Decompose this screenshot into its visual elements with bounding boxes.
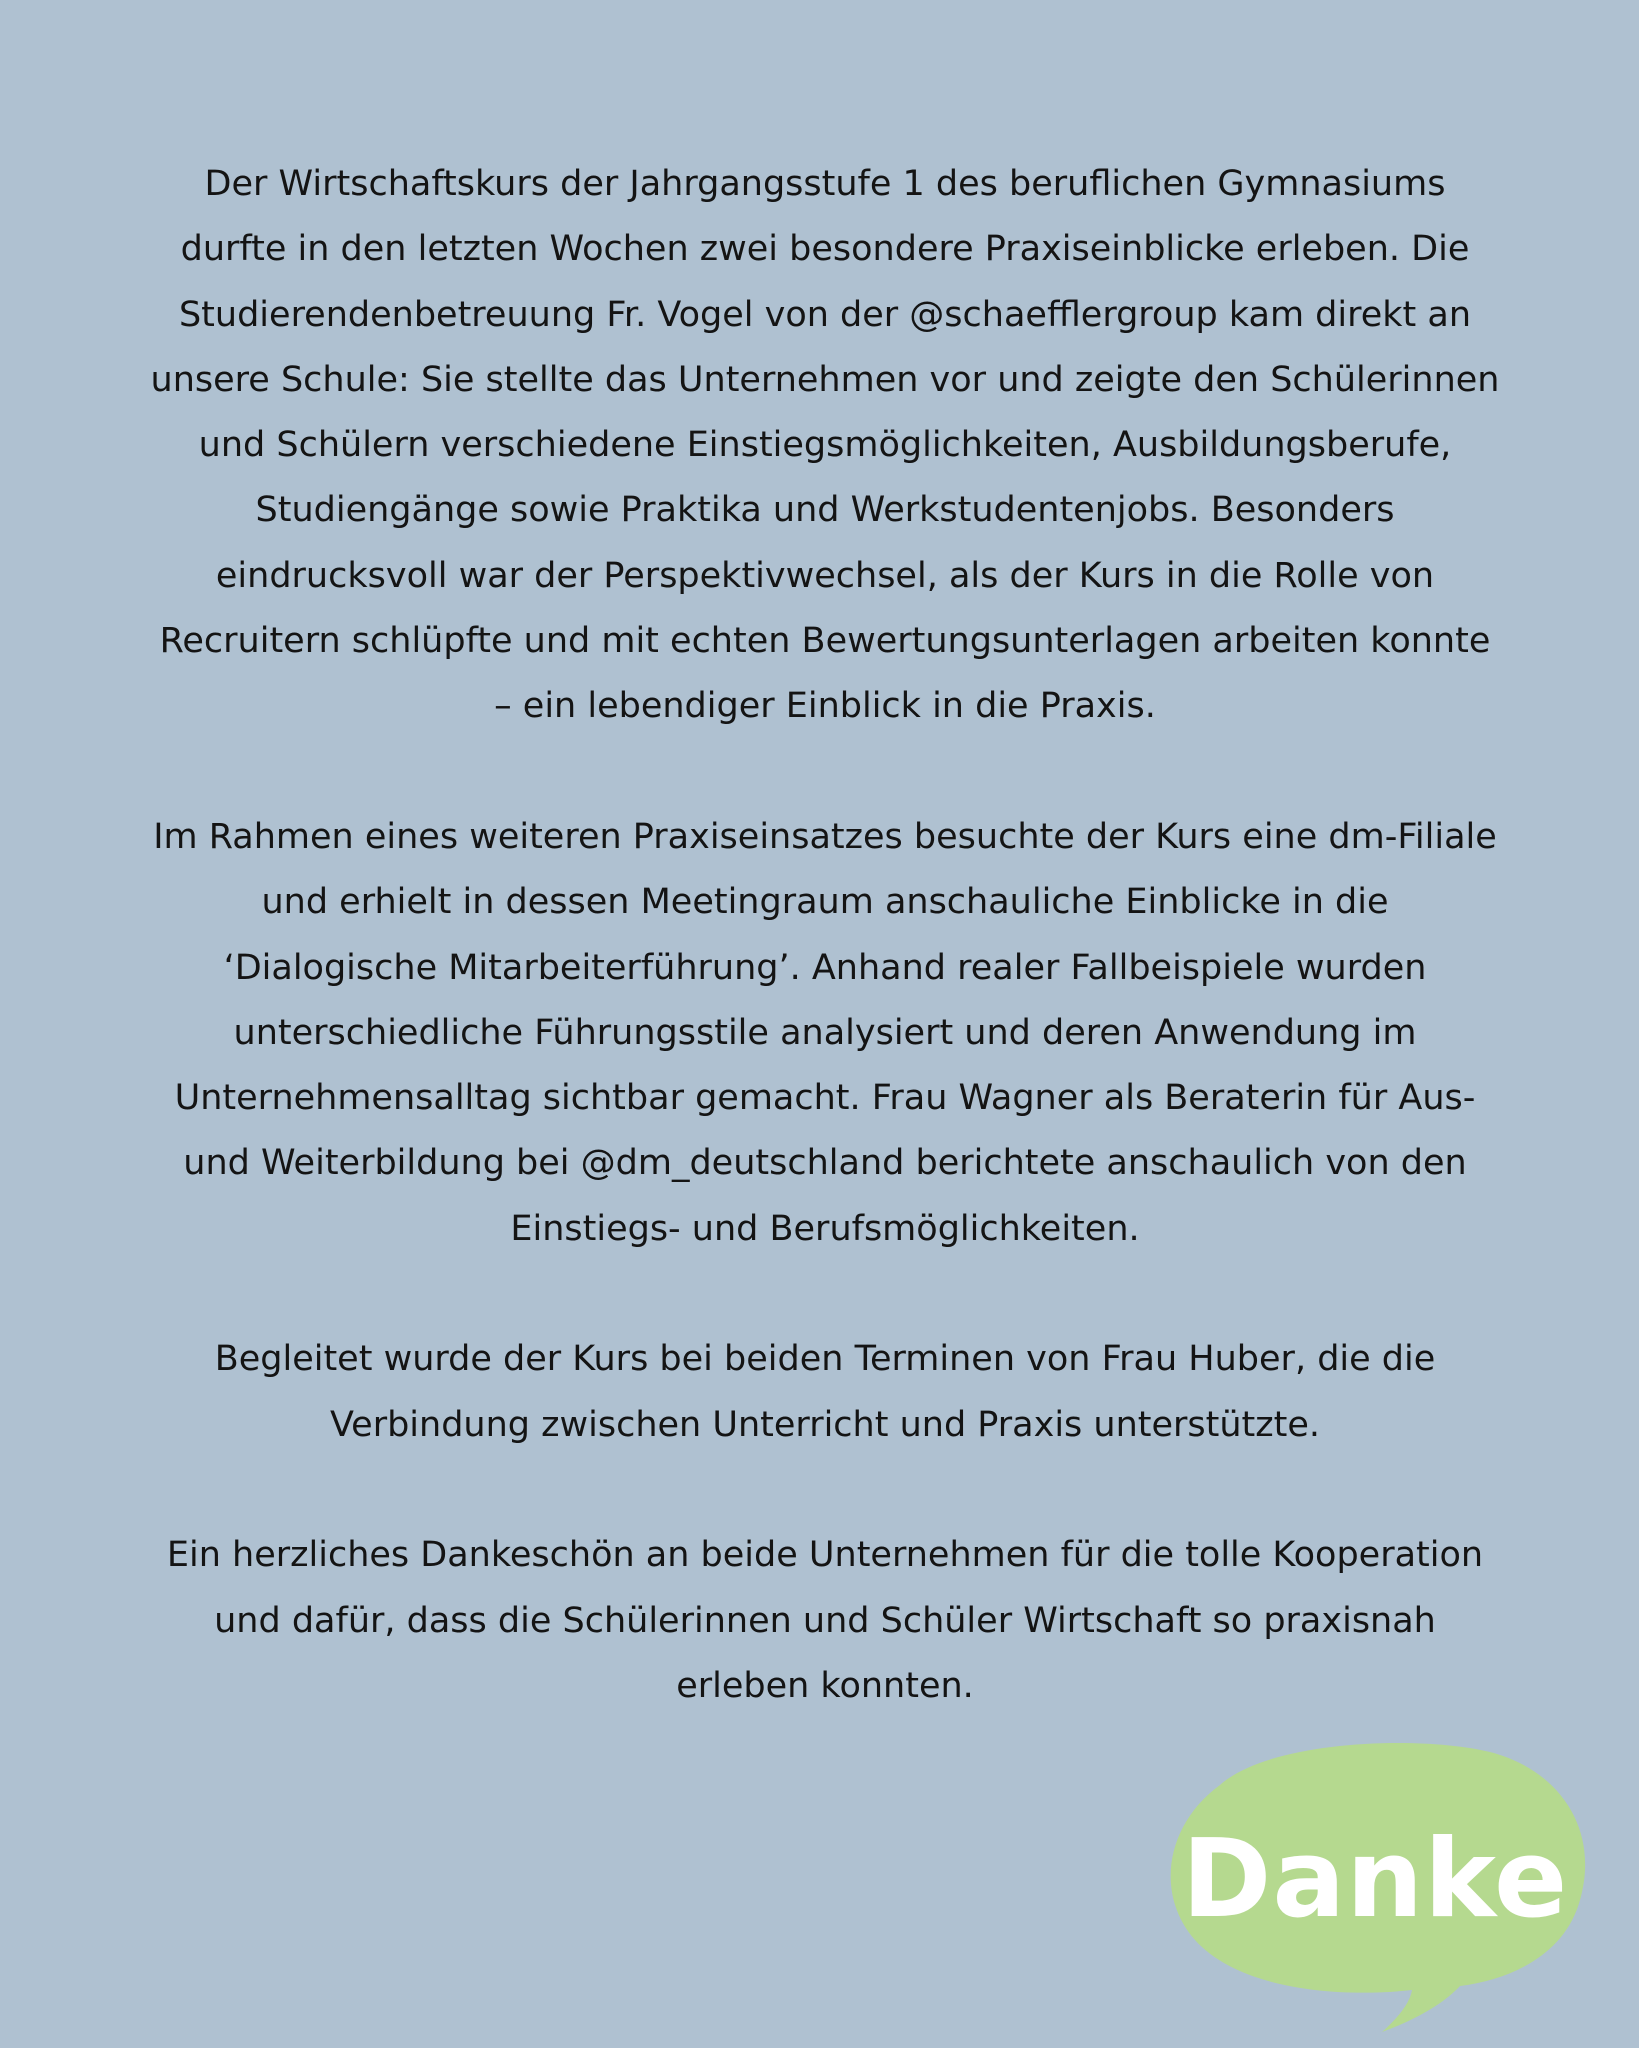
danke-speech-bubble <box>1160 1740 1590 2040</box>
paragraph-thanks: Ein herzliches Dankeschön an beide Unternehmen für die tolle Kooperation und dafür, dass die Schülerinnen und Schüler Wirtschaft so praxisnah erleben konnten. <box>166 1535 1484 1706</box>
paragraph-accompaniment: Begleitet wurde der Kurs bei beiden Terminen von Frau Huber, die die Verbindung zwischen Unterricht und Praxis unterstützte. <box>214 1339 1436 1445</box>
paragraph-dm-visit: Im Rahmen eines weiteren Praxiseinsatzes besuchte der Kurs eine dm-Filiale und erhielt in dessen Meetingraum anschauliche Einblicke in die ‘Dialogische Mitarbeiterführung’. Anhand realer Fallbeispiele wurden unterschiedliche Führungsstile analysiert und deren Anwendung im Unternehmensalltag sichtbar gemacht. Frau Wagner als Beraterin für Aus- und Weiterbildung bei @dm_deutschland berichtete anschaulich von den Einstiegs- und Berufsmöglichkeiten. <box>153 816 1497 1249</box>
article-body <box>150 152 1500 1719</box>
paragraph-schaeffler-visit: Der Wirtschaftskurs der Jahrgangsstufe 1 des beruflichen Gymnasiums durfte in den letzten Wochen zwei besondere Praxiseinblicke erleben. Die Studierendenbetreuung Fr. Vogel von der @schaefflergroup kam direkt an unsere Schule: Sie stellte das Unternehmen vor und zeigte den Schülerinnen und Schülern verschiedene Einstiegsmöglichkeiten, Ausbildungsberufe, Studiengänge sowie Praktika und Werkstudentenjobs. Besonders eindrucksvoll war der Perspektivwechsel, als der Kurs in die Rolle von Recruitern schlüpfte und mit echten Bewertungsunterlagen arbeiten konnte – ein lebendiger Einblick in die Praxis. <box>150 164 1500 727</box>
danke-label: Danke <box>1181 1817 1569 1942</box>
